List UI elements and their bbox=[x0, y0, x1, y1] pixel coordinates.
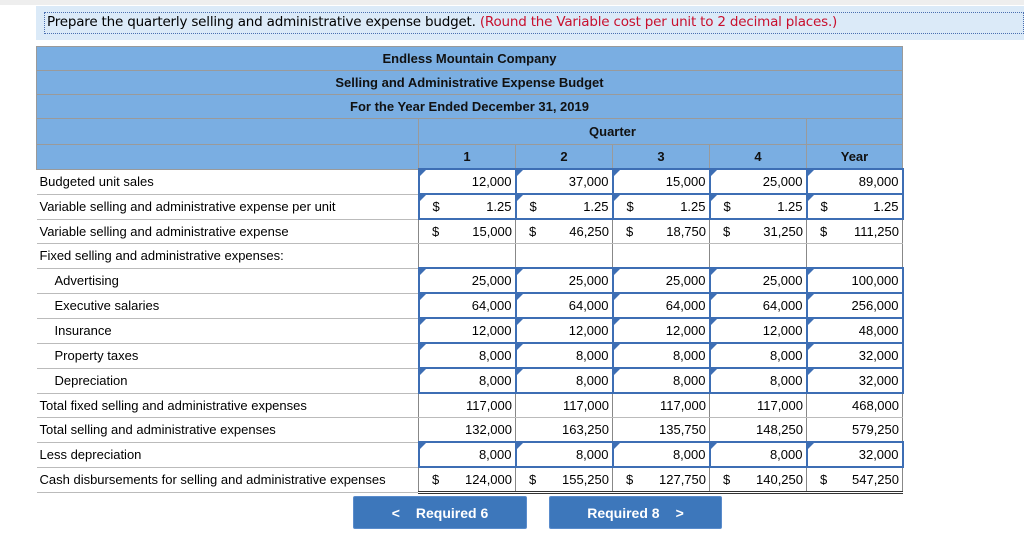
cell-value: 12,000 bbox=[568, 323, 609, 338]
value-cell bbox=[613, 418, 710, 443]
table-row bbox=[37, 418, 903, 443]
prev-required-button[interactable] bbox=[353, 496, 527, 529]
input-cell[interactable] bbox=[419, 194, 516, 219]
cell-value: 64,000 bbox=[471, 298, 512, 313]
input-cell[interactable] bbox=[807, 343, 903, 368]
row-label: Insurance bbox=[37, 318, 419, 343]
input-cell[interactable] bbox=[516, 368, 613, 393]
input-cell[interactable] bbox=[613, 169, 710, 194]
currency-symbol: $ bbox=[626, 472, 634, 487]
input-cell[interactable] bbox=[710, 293, 807, 318]
cell-value: 32,000 bbox=[858, 373, 899, 388]
cell-value: 8,000 bbox=[769, 447, 803, 462]
input-cell[interactable] bbox=[613, 442, 710, 467]
value-cell bbox=[710, 467, 807, 493]
cell-value: 117,000 bbox=[659, 398, 706, 413]
value-cell bbox=[807, 418, 903, 443]
cell-value: 547,250 bbox=[852, 472, 899, 487]
currency-symbol: $ bbox=[820, 224, 828, 239]
cell-value: 25,000 bbox=[762, 273, 803, 288]
instruction-main: Prepare the quarterly selling and administrative expense budget. bbox=[47, 14, 476, 30]
cell-value: 8,000 bbox=[478, 373, 512, 388]
currency-symbol: $ bbox=[723, 224, 731, 239]
header-blank bbox=[37, 145, 419, 170]
input-cell[interactable] bbox=[516, 169, 613, 194]
cell-value: 468,000 bbox=[852, 398, 899, 413]
value-cell bbox=[419, 418, 516, 443]
cell-value: 32,000 bbox=[858, 447, 899, 462]
cell-value: 12,000 bbox=[665, 323, 706, 338]
input-cell[interactable] bbox=[807, 368, 903, 393]
input-cell[interactable] bbox=[419, 368, 516, 393]
value-cell bbox=[419, 219, 516, 244]
cell-value: 25,000 bbox=[471, 273, 512, 288]
row-label: Property taxes bbox=[37, 343, 419, 368]
table-row bbox=[37, 293, 903, 318]
instruction-note: (Round the Variable cost per unit to 2 decimal places.) bbox=[479, 14, 838, 30]
cell-value: 100,000 bbox=[851, 273, 899, 288]
currency-symbol: $ bbox=[529, 199, 537, 214]
cell-value: 135,750 bbox=[659, 422, 706, 437]
input-cell[interactable] bbox=[613, 293, 710, 318]
value-cell bbox=[710, 219, 807, 244]
cell-value: 8,000 bbox=[672, 447, 706, 462]
row-label: Variable selling and administrative expense bbox=[37, 219, 419, 244]
input-cell[interactable] bbox=[710, 442, 807, 467]
cell-value: 46,250 bbox=[569, 224, 609, 239]
input-cell[interactable] bbox=[807, 293, 903, 318]
currency-symbol: $ bbox=[723, 199, 731, 214]
input-cell[interactable] bbox=[516, 343, 613, 368]
cell-value: 117,000 bbox=[562, 398, 609, 413]
input-cell[interactable] bbox=[613, 368, 710, 393]
value-cell bbox=[613, 393, 710, 418]
value-cell bbox=[419, 393, 516, 418]
table-row bbox=[37, 219, 903, 244]
currency-symbol: $ bbox=[432, 199, 440, 214]
cell-value: 256,000 bbox=[851, 298, 899, 313]
cell-value: 12,000 bbox=[471, 174, 512, 189]
input-cell[interactable] bbox=[419, 442, 516, 467]
row-label: Executive salaries bbox=[37, 293, 419, 318]
value-cell bbox=[710, 418, 807, 443]
row-label: Cash disbursements for selling and administrative expenses bbox=[37, 467, 419, 493]
cell-value: 64,000 bbox=[762, 298, 803, 313]
cell-value: 12,000 bbox=[471, 323, 512, 338]
value-cell bbox=[516, 418, 613, 443]
table-row bbox=[37, 169, 903, 194]
table-row bbox=[37, 467, 903, 493]
cell-value: 163,250 bbox=[562, 422, 609, 437]
cell-value: 48,000 bbox=[858, 323, 899, 338]
cell-value: 64,000 bbox=[665, 298, 706, 313]
value-cell bbox=[807, 467, 903, 493]
input-cell[interactable] bbox=[807, 169, 903, 194]
cell-value: 8,000 bbox=[575, 373, 609, 388]
input-cell[interactable] bbox=[419, 318, 516, 343]
cell-value: 1.25 bbox=[873, 199, 899, 214]
company-name: Endless Mountain Company bbox=[37, 47, 903, 71]
cell-value: 1.25 bbox=[583, 199, 609, 214]
budget-title: Selling and Administrative Expense Budget bbox=[37, 71, 903, 95]
value-cell bbox=[710, 244, 807, 269]
instruction-panel bbox=[36, 6, 1024, 40]
cell-value: 8,000 bbox=[478, 348, 512, 363]
input-cell[interactable] bbox=[516, 194, 613, 219]
input-cell[interactable] bbox=[419, 343, 516, 368]
cell-value: 8,000 bbox=[478, 447, 512, 462]
row-label: Total fixed selling and administrative expenses bbox=[37, 393, 419, 418]
currency-symbol: $ bbox=[723, 472, 731, 487]
table-row bbox=[37, 318, 903, 343]
value-cell bbox=[710, 393, 807, 418]
col-header: 2 bbox=[516, 145, 613, 170]
row-label: Depreciation bbox=[37, 368, 419, 393]
cell-value: 89,000 bbox=[858, 174, 899, 189]
row-label: Fixed selling and administrative expenses: bbox=[37, 244, 419, 269]
header-blank bbox=[37, 119, 419, 145]
cell-value: 8,000 bbox=[769, 373, 803, 388]
input-cell[interactable] bbox=[807, 194, 903, 219]
cell-value: 37,000 bbox=[568, 174, 609, 189]
value-cell bbox=[516, 393, 613, 418]
input-cell[interactable] bbox=[516, 442, 613, 467]
currency-symbol: $ bbox=[432, 472, 440, 487]
table-row bbox=[37, 343, 903, 368]
input-cell[interactable] bbox=[613, 194, 710, 219]
cell-value: 25,000 bbox=[568, 273, 609, 288]
cell-value: 579,250 bbox=[852, 422, 899, 437]
input-cell[interactable] bbox=[807, 268, 903, 293]
top-strip bbox=[0, 0, 1024, 5]
instruction-text bbox=[44, 12, 1024, 34]
value-cell bbox=[419, 467, 516, 493]
cell-value: 111,250 bbox=[853, 224, 899, 239]
cell-value: 15,000 bbox=[472, 224, 512, 239]
input-cell[interactable] bbox=[710, 343, 807, 368]
currency-symbol: $ bbox=[529, 224, 537, 239]
col-header: 3 bbox=[613, 145, 710, 170]
currency-symbol: $ bbox=[626, 199, 634, 214]
table-row bbox=[37, 393, 903, 418]
cell-value: 1.25 bbox=[680, 199, 706, 214]
cell-value: 8,000 bbox=[672, 348, 706, 363]
cell-value: 8,000 bbox=[575, 348, 609, 363]
cell-value: 15,000 bbox=[665, 174, 706, 189]
input-cell[interactable] bbox=[516, 268, 613, 293]
value-cell bbox=[516, 244, 613, 269]
row-label: Advertising bbox=[37, 268, 419, 293]
cell-value: 1.25 bbox=[777, 199, 803, 214]
input-cell[interactable] bbox=[710, 318, 807, 343]
currency-symbol: $ bbox=[820, 472, 828, 487]
input-cell[interactable] bbox=[710, 194, 807, 219]
table-row bbox=[37, 244, 903, 269]
cell-value: 155,250 bbox=[562, 472, 609, 487]
cell-value: 31,250 bbox=[763, 224, 803, 239]
value-cell bbox=[807, 219, 903, 244]
currency-symbol: $ bbox=[626, 224, 634, 239]
table-row bbox=[37, 268, 903, 293]
cell-value: 117,000 bbox=[465, 398, 512, 413]
input-cell[interactable] bbox=[710, 368, 807, 393]
input-cell[interactable] bbox=[419, 268, 516, 293]
row-label: Total selling and administrative expenses bbox=[37, 418, 419, 443]
table-row bbox=[37, 368, 903, 393]
next-required-button[interactable] bbox=[549, 496, 722, 529]
chevron-left-icon: < bbox=[391, 504, 400, 521]
row-label: Budgeted unit sales bbox=[37, 169, 419, 194]
cell-value: 25,000 bbox=[665, 273, 706, 288]
currency-symbol: $ bbox=[820, 199, 828, 214]
chevron-right-icon: > bbox=[675, 504, 684, 521]
cell-value: 8,000 bbox=[769, 348, 803, 363]
input-cell[interactable] bbox=[710, 268, 807, 293]
value-cell bbox=[516, 219, 613, 244]
cell-value: 124,000 bbox=[465, 472, 512, 487]
currency-symbol: $ bbox=[432, 224, 440, 239]
input-cell[interactable] bbox=[807, 442, 903, 467]
input-cell[interactable] bbox=[419, 293, 516, 318]
header-blank bbox=[807, 119, 903, 145]
value-cell bbox=[419, 244, 516, 269]
row-label: Less depreciation bbox=[37, 442, 419, 467]
prev-label: Required 6 bbox=[415, 504, 489, 521]
cell-value: 1.25 bbox=[486, 199, 512, 214]
table-row bbox=[37, 442, 903, 467]
cell-value: 18,750 bbox=[666, 224, 706, 239]
table-row bbox=[37, 194, 903, 219]
cell-value: 8,000 bbox=[575, 447, 609, 462]
cell-value: 32,000 bbox=[858, 348, 899, 363]
col-header: 1 bbox=[419, 145, 516, 170]
budget-table bbox=[36, 46, 904, 494]
value-cell bbox=[516, 467, 613, 493]
col-header: Year bbox=[807, 145, 903, 170]
value-cell bbox=[613, 244, 710, 269]
value-cell bbox=[807, 393, 903, 418]
currency-symbol: $ bbox=[529, 472, 537, 487]
input-cell[interactable] bbox=[613, 318, 710, 343]
value-cell bbox=[613, 219, 710, 244]
cell-value: 132,000 bbox=[465, 422, 512, 437]
input-cell[interactable] bbox=[807, 318, 903, 343]
cell-value: 148,250 bbox=[756, 422, 803, 437]
value-cell bbox=[807, 244, 903, 269]
input-cell[interactable] bbox=[516, 318, 613, 343]
input-cell[interactable] bbox=[613, 343, 710, 368]
input-cell[interactable] bbox=[710, 169, 807, 194]
budget-period: For the Year Ended December 31, 2019 bbox=[37, 95, 903, 119]
input-cell[interactable] bbox=[516, 293, 613, 318]
cell-value: 64,000 bbox=[568, 298, 609, 313]
next-label: Required 8 bbox=[587, 504, 660, 521]
value-cell bbox=[613, 467, 710, 493]
col-header: 4 bbox=[710, 145, 807, 170]
cell-value: 25,000 bbox=[762, 174, 803, 189]
cell-value: 140,250 bbox=[756, 472, 803, 487]
cell-value: 117,000 bbox=[756, 398, 803, 413]
input-cell[interactable] bbox=[613, 268, 710, 293]
cell-value: 12,000 bbox=[762, 323, 803, 338]
row-label: Variable selling and administrative expense per unit bbox=[37, 194, 419, 219]
input-cell[interactable] bbox=[419, 169, 516, 194]
cell-value: 8,000 bbox=[672, 373, 706, 388]
quarter-header: Quarter bbox=[419, 119, 807, 145]
cell-value: 127,750 bbox=[659, 472, 706, 487]
